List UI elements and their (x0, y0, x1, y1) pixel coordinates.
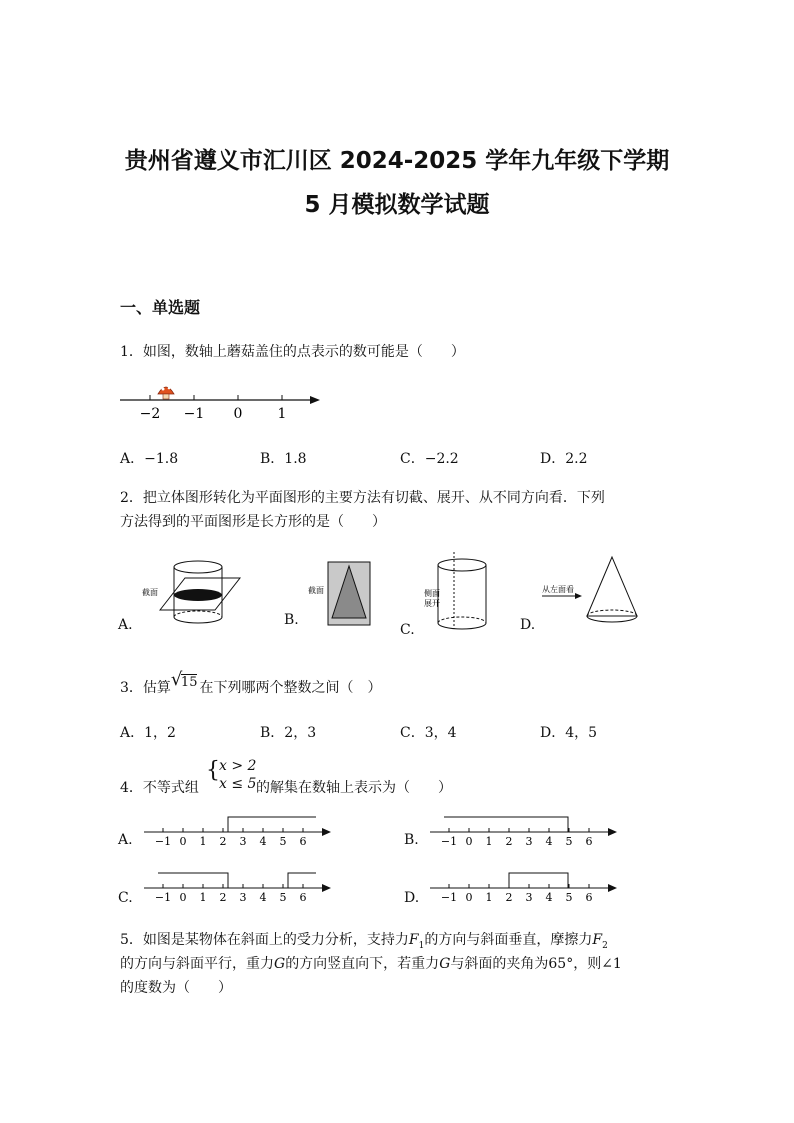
q4-number-line-b (426, 812, 621, 852)
g-symbol: G (439, 956, 451, 972)
angle-value: 65° (548, 956, 574, 972)
q1-number-line (115, 378, 330, 423)
q4-inequality-1: x > 2 (219, 758, 257, 774)
q1-option-d: D．2.2 (540, 451, 588, 467)
brace-icon: { (206, 758, 220, 783)
q3-option-b: B．2，3 (260, 725, 317, 741)
q4-number-line-d (426, 868, 621, 908)
question-2-stem-line2: 方法得到的平面图形是长方形的是（ ） (120, 514, 386, 530)
axis-label: 2 (505, 835, 513, 848)
fig-a-label: 截面 (142, 588, 158, 597)
axis-label: 4 (545, 891, 553, 904)
fig-c-label2: 展开 (424, 599, 440, 608)
f1-symbol: F (408, 932, 419, 948)
axis-label: 1 (485, 835, 493, 848)
f2-subscript: 2 (602, 940, 608, 951)
g-symbol: G (274, 956, 286, 972)
axis-label: 0 (465, 891, 473, 904)
fig-b-label: 截面 (308, 586, 324, 595)
q4-option-b-label: B. (404, 832, 419, 848)
question-3-stem (120, 669, 382, 701)
question-5-line2 (120, 952, 622, 976)
question-5-line3: 的度数为（ ） (120, 980, 232, 996)
q4-option-d-label: D. (404, 890, 420, 906)
axis-label: −2 (139, 406, 161, 422)
q1-option-b: B．1.8 (260, 451, 307, 467)
mushroom-icon (158, 387, 174, 399)
axis-label: 3 (525, 835, 533, 848)
q4-option-c-label: C. (118, 890, 133, 906)
f1-subscript: 1 (418, 940, 425, 951)
axis-label: −1 (154, 891, 172, 904)
axis-label: 0 (179, 835, 187, 848)
q3-option-d: D．4，5 (540, 725, 598, 741)
f2-symbol: F (592, 932, 603, 948)
axis-label: 2 (219, 891, 227, 904)
axis-label: 6 (299, 835, 307, 848)
axis-label: 3 (525, 891, 533, 904)
axis-label: −1 (440, 891, 458, 904)
q2-option-a-label: A. (118, 617, 133, 633)
axis-label: 2 (219, 835, 227, 848)
q2-figure-a-cylinder-cut (140, 555, 245, 635)
q4-number-line-a (140, 812, 335, 852)
question-1-stem: 1．如图，数轴上蘑菇盖住的点表示的数可能是（ ） (120, 344, 465, 360)
q5-text: 的方向竖直向下，若重力 (285, 956, 440, 972)
axis-label: 3 (239, 891, 247, 904)
axis-label: −1 (183, 406, 205, 422)
q2-figure-d-cone-view (540, 553, 650, 633)
q5-text: 5．如图是某物体在斜面上的受力分析，支持力 (120, 932, 409, 948)
sqrt-value: 15 (180, 675, 198, 690)
axis-label: 0 (465, 835, 473, 848)
axis-label: 4 (259, 835, 267, 848)
axis-label: 1 (485, 891, 493, 904)
q5-text: 与斜面的夹角为 (450, 956, 549, 972)
axis-label: 6 (299, 891, 307, 904)
q2-figure-c-cylinder-unfold (420, 550, 495, 635)
axis-label: −1 (440, 835, 458, 848)
q2-option-b-label: B. (284, 612, 299, 628)
q2-option-c-label: C. (400, 622, 415, 638)
q1-option-c: C．−2.2 (400, 451, 459, 467)
axis-label: 1 (199, 891, 207, 904)
q3-stem-post: 在下列哪两个整数之间（ ） (199, 680, 382, 696)
axis-label: 3 (239, 835, 247, 848)
axis-label: 6 (585, 891, 593, 904)
q5-text: 的方向与斜面平行，重力 (120, 956, 274, 972)
question-4-stem-post: 的解集在数轴上表示为（ ） (256, 780, 452, 796)
fig-d-label: 从左面看 (542, 585, 574, 594)
q4-number-line-c (140, 868, 335, 908)
q5-text: 的方向与斜面垂直，摩擦力 (424, 932, 593, 948)
sqrt-expression (170, 669, 198, 701)
axis-label: −1 (154, 835, 172, 848)
axis-label: 1 (199, 835, 207, 848)
q2-figure-b-cone-section (305, 560, 375, 630)
axis-label: 4 (259, 891, 267, 904)
q4-inequality-2: x ≤ 5 (219, 776, 257, 792)
axis-label: 0 (179, 891, 187, 904)
axis-label: 5 (279, 835, 287, 848)
axis-label: 0 (233, 406, 243, 422)
q3-option-a: A．1，2 (120, 725, 176, 741)
axis-label: 5 (279, 891, 287, 904)
q4-option-a-label: A. (118, 832, 133, 848)
question-4-stem-pre: 4．不等式组 (120, 780, 199, 796)
page-subtitle: 5 月模拟数学试题 (304, 192, 490, 218)
axis-label: 5 (565, 891, 573, 904)
axis-label: 4 (545, 835, 553, 848)
q1-option-a: A．−1.8 (120, 451, 179, 467)
q3-stem-pre: 3．估算 (120, 680, 171, 696)
q3-option-c: C．3，4 (400, 725, 457, 741)
section-heading: 一、单选题 (120, 298, 201, 317)
axis-label: 2 (505, 891, 513, 904)
sqrt-icon: √ (170, 669, 183, 690)
axis-arrow (310, 396, 320, 404)
axis-label: 5 (565, 835, 573, 848)
fig-c-label1: 侧面 (424, 589, 440, 598)
page-title: 贵州省遵义市汇川区 2024-2025 学年九年级下学期 (124, 148, 670, 174)
question-2-stem-line1: 2．把立体图形转化为平面图形的主要方法有切截、展开、从不同方向看．下列 (120, 490, 605, 506)
q5-text: ，则∠1 (573, 956, 622, 972)
axis-label: 6 (585, 835, 593, 848)
q2-option-d-label: D. (520, 617, 536, 633)
axis-label: 1 (277, 406, 287, 422)
